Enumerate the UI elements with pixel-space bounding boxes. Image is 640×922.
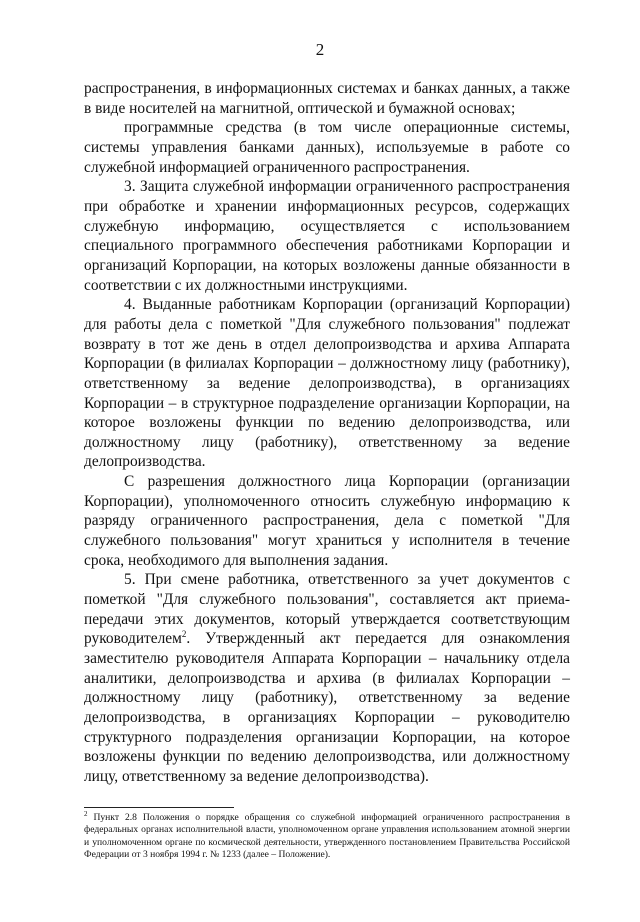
paragraph-item-3: 3. Защита служебной информации ограниченного распространения при обработке и хранении информационных ресурсов, содержащих служебную информацию, осуществляется с использованием специального программного обеспечения работниками Корпорации и организаций Корпорации, на которых возложены данные обязанности в соответствии с их должностными инструкциями.: [84, 178, 570, 294]
footnote: [84, 809, 570, 862]
footnote-marker: 2: [84, 809, 88, 818]
paragraph-item-4: 4. Выданные работникам Корпорации (организаций Корпорации) для работы дела с пометкой "Для служебного пользования" подлежат возврату в тот же день в отдел делопроизводства и архива Аппарата Корпорации (в филиалах Корпорации – должностному лицу (работнику), ответственному за ведение делопроизводства), в организациях Корпорации – в структурное подразделение организации Корпорации, на которое возложены функции по ведению делопроизводства, или должностному лицу (работнику), ответственному за ведение делопроизводства.: [84, 296, 570, 471]
paragraph-permission: С разрешения должностного лица Корпорации (организации Корпорации), уполномоченного относить служебную информацию к разряду ограниченного распространения, дела с пометкой "Для служебного пользования" могут храниться у исполнителя в течение срока, необходимого для выполнения задания.: [84, 473, 570, 569]
page-number: 2: [315, 40, 325, 59]
paragraph-item-5-start: 5. При смене работника, ответственного за учет документов с пометкой "Для служебного пользования", составляется акт приема-передачи этих документов, который утверждается соответствующим руководителем: [84, 571, 570, 648]
paragraph-software: программные средства (в том числе операционные системы, системы управления банками данных), используемые в работе со служебной информацией ограниченного распространения.: [84, 119, 570, 176]
footnote-reference: 2: [181, 629, 187, 640]
document-body: [84, 79, 570, 787]
footnote-text: Пункт 2.8 Положения о порядке обращения со служебной информацией ограниченного распространения в федеральных органах исполнительной власти, уполномоченном органе управления использованием атомной энергии и уполномоченном органе по космической деятельности, утвержденного постановлением Правительства Российской Федерации от 3 ноября 1994 г. № 1233 (далее – Положение).: [84, 812, 570, 861]
footnote-divider: [84, 807, 234, 808]
paragraph-item-5: [84, 570, 570, 786]
paragraph-item-5-end: . Утвержденный акт передается для ознакомления заместителю руководителя Аппарата Корпорации – начальнику отдела аналитики, делопроизводства и архива (в филиалах Корпорации – должностному лицу (работнику), ответственному за ведение делопроизводства, в организациях Корпорации – руководителю структурного подразделения организации Корпорации, на которое возложены функции по ведению делопроизводства, или должностному лицу, ответственному за ведение делопроизводства).: [84, 630, 570, 785]
paragraph-continuation: распространения, в информационных системах и банках данных, а также в виде носителей на магнитной, оптической и бумажной основах;: [84, 80, 570, 117]
